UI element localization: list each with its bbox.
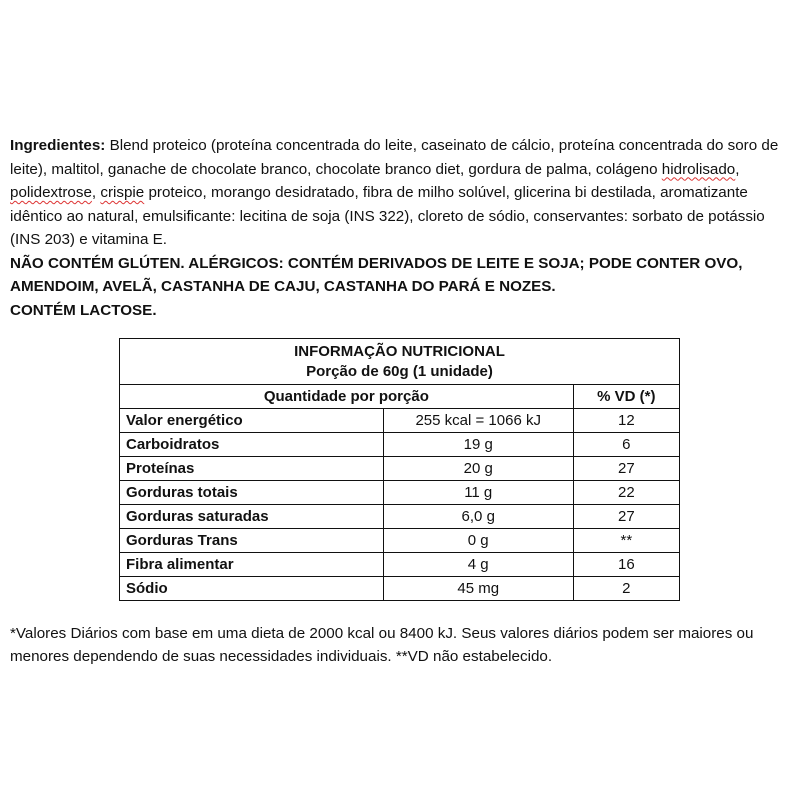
allergens-warning: NÃO CONTÉM GLÚTEN. ALÉRGICOS: CONTÉM DERIVADOS DE LEITE E SOJA; PODE CONTER OVO, AMENDOIM, AVELÃ, CASTANHA DE CAJU, CASTANHA DO PARÁ E NOZES. [10,254,743,295]
nutrient-vd: ** [573,529,679,553]
ingredients-block [10,134,792,322]
ingredients-label: Ingredientes: [10,137,106,154]
nutrient-quantity: 4 g [383,553,573,577]
ingredients-text-2: , [735,160,740,178]
nutrient-quantity: 11 g [383,481,573,505]
lactose-warning: CONTÉM LACTOSE. [10,301,157,319]
table-row [120,529,680,553]
table-column-header-row [120,385,680,409]
nutrient-quantity: 20 g [383,457,573,481]
nutrient-name: Fibra alimentar [120,553,384,577]
nutrient-quantity: 6,0 g [383,505,573,529]
nutrient-name: Proteínas [120,457,384,481]
table-title-row [120,339,680,385]
table-row [120,505,680,529]
nutrient-quantity: 45 mg [383,577,573,601]
nutrition-rows [120,409,680,601]
nutrient-quantity: 0 g [383,529,573,553]
nutrient-vd: 27 [573,457,679,481]
nutrient-vd: 22 [573,481,679,505]
nutrient-name: Sódio [120,577,384,601]
spellcheck-word-hidrolisado[interactable]: hidrolisado [661,160,736,178]
nutrient-name: Gorduras totais [120,481,384,505]
nutrient-name: Valor energético [120,409,384,433]
nutrient-vd: 12 [573,409,679,433]
ingredients-text-1: Blend proteico (proteína concentrada do leite, caseinato de cálcio, proteína concentrada do soro de leite), maltitol, ganache de chocolate branco, chocolate branco diet, gordura de palma, colágeno [10,137,779,178]
ingredients-paragraph [10,134,792,252]
column-header-vd: % VD (*) [573,385,679,409]
nutrient-quantity: 19 g [383,433,573,457]
nutrient-quantity: 255 kcal = 1066 kJ [383,409,573,433]
table-title-cell [120,339,680,385]
table-row [120,409,680,433]
table-portion: Porção de 60g (1 unidade) [306,363,493,380]
nutrient-vd: 2 [573,577,679,601]
table-title: INFORMAÇÃO NUTRICIONAL [294,343,505,360]
table-row [120,553,680,577]
footnote: *Valores Diários com base em uma dieta de 2000 kcal ou 8400 kJ. Seus valores diários podem ser maiores ou menores dependendo de suas necessidades individuais. **VD não estabelecido. [10,625,754,665]
ingredients-text-3: , [91,184,101,201]
table-row [120,481,680,505]
nutrient-name: Gorduras Trans [120,529,384,553]
nutrient-vd: 6 [573,433,679,457]
spellcheck-word-polidextrose[interactable]: polidextrose [10,184,92,201]
spellcheck-word-crispie[interactable]: crispie [100,184,145,201]
nutrient-name: Gorduras saturadas [120,505,384,529]
table-row [120,457,680,481]
ingredients-text-4: proteico, morango desidratado, fibra de milho solúvel, glicerina bi destilada, aromatizante idêntico ao natural, emulsificante: lecitina de soja (INS 322), cloreto de sódio, conservantes: sorbato de potássio (INS 203) e vitamina E. [10,184,765,248]
nutrient-name: Carboidratos [120,433,384,457]
nutrition-table [119,338,680,601]
column-header-quantity: Quantidade por porção [120,385,574,409]
nutrient-vd: 27 [573,505,679,529]
table-row [120,577,680,601]
nutrient-vd: 16 [573,553,679,577]
table-row [120,433,680,457]
